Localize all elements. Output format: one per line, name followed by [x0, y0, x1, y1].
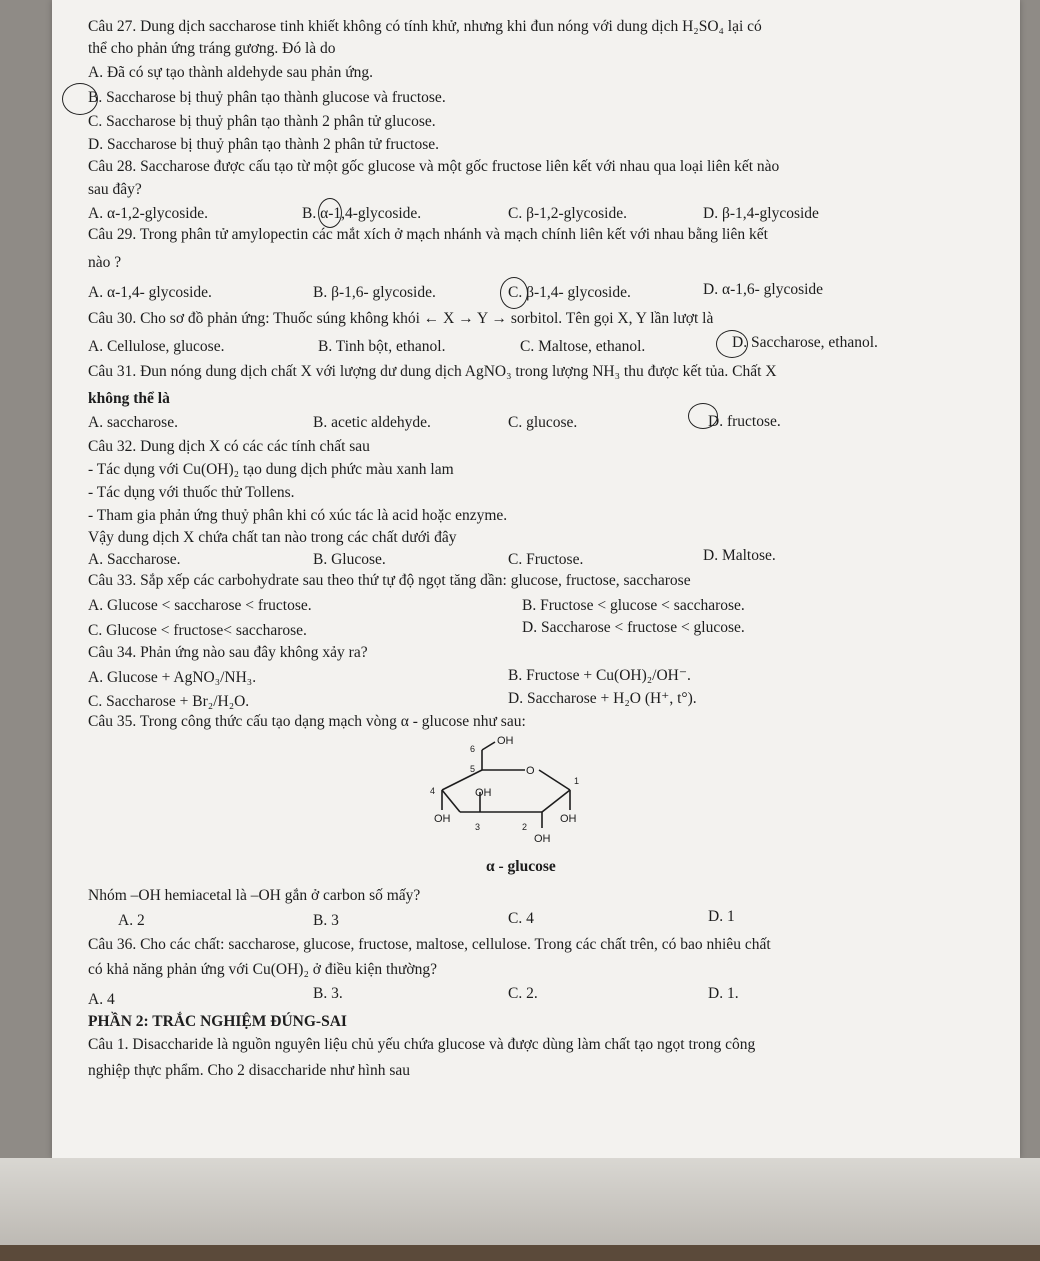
q28-option-c: C. β-1,2-glycoside. — [508, 205, 627, 222]
q28-option-b: B. α-1,4-glycoside. — [302, 205, 422, 222]
label-c6: 6 — [470, 744, 476, 754]
q29-option-a: A. α-1,4- glycoside. — [88, 284, 212, 301]
answer-circle-mark — [688, 403, 718, 429]
q32-option-b: B. Glucose. — [313, 551, 386, 568]
q30-option-d: D. Saccharose, ethanol. — [732, 334, 878, 351]
bond-o-c1 — [539, 770, 570, 790]
q29-stem: Câu 29. Trong phân tử amylopectin các mắt xích ở mạch nhánh và mạch chính liên kết với nhau bằng liên kết — [88, 226, 768, 243]
bond-c1-c2 — [542, 790, 570, 812]
q32-stem: Câu 32. Dung dịch X có các các tính chất sau — [88, 438, 370, 455]
q27-option-c: C. Saccharose bị thuỷ phân tạo thành 2 phân tử glucose. — [88, 113, 436, 130]
q29-option-c: C. β-1,4- glycoside. — [508, 284, 631, 301]
alpha-glucose-structure — [420, 732, 610, 852]
q36-stem-cont: có khả năng phản ứng với Cu(OH)₂ ở điều kiện thường? — [88, 961, 437, 978]
q36-option-d: D. 1. — [708, 985, 739, 1002]
q35-stem: Câu 35. Trong công thức cấu tạo dạng mạch vòng α - glucose như sau: — [88, 713, 526, 730]
label-oh-top: OH — [497, 735, 514, 747]
q34-option-a: A. Glucose + AgNO₃/NH₃. — [88, 669, 257, 686]
q32-property-2: - Tác dụng với thuốc thử Tollens. — [88, 484, 295, 501]
q34-option-b: B. Fructose + Cu(OH)₂/OH⁻. — [508, 667, 691, 684]
q27-option-a: A. Đã có sự tạo thành aldehyde sau phản ứng. — [88, 64, 373, 81]
label-c1: 1 — [574, 776, 580, 786]
answer-circle-mark — [318, 198, 342, 228]
q31-stem-cont: không thể là — [88, 390, 170, 407]
q27-stem-cont: thể cho phản ứng tráng gương. Đó là do — [88, 40, 336, 57]
q28-option-a: A. α-1,2-glycoside. — [88, 205, 209, 222]
label-oh-bottom: OH — [534, 833, 551, 845]
label-c2: 2 — [522, 822, 528, 832]
q27-option-b: B. Saccharose bị thuỷ phân tạo thành glucose và fructose. — [88, 89, 446, 106]
q28-option-d: D. β-1,4-glycoside — [703, 205, 819, 222]
table-edge — [0, 1245, 1040, 1261]
label-oh-left: OH — [434, 813, 451, 825]
q30-option-a: A. Cellulose, glucose. — [88, 338, 225, 355]
q34-stem: Câu 34. Phản ứng nào sau đây không xảy ra? — [88, 644, 368, 661]
q34-option-c: C. Saccharose + Br₂/H₂O. — [88, 693, 250, 710]
q36-option-a: A. 4 — [88, 991, 115, 1008]
q33-option-d: D. Saccharose < fructose < glucose. — [522, 619, 745, 636]
q29-stem-cont: nào ? — [88, 254, 122, 271]
q32-option-c: C. Fructose. — [508, 551, 584, 568]
answer-circle-mark — [716, 330, 748, 358]
q28-stem-cont: sau đây? — [88, 181, 142, 198]
q29-option-b: B. β-1,6- glycoside. — [313, 284, 436, 301]
q31-option-b: B. acetic aldehyde. — [313, 414, 431, 431]
part2-heading: PHẦN 2: TRẮC NGHIỆM ĐÚNG-SAI — [88, 1013, 347, 1030]
q32-property-3: - Tham gia phản ứng thuỷ phân khi có xúc tác là acid hoặc enzyme. — [88, 507, 508, 524]
part2-q1-stem: Câu 1. Disaccharide là nguồn nguyên liệu chủ yếu chứa glucose và được dùng làm chất tạo ngọt trong công — [88, 1036, 756, 1053]
label-c4: 4 — [430, 786, 436, 796]
q35-option-c: C. 4 — [508, 910, 534, 927]
q31-option-d: D. fructose. — [708, 413, 781, 430]
label-oh-inner: OH — [475, 787, 492, 799]
label-c5: 5 — [470, 764, 476, 774]
q33-option-a: A. Glucose < saccharose < fructose. — [88, 597, 312, 614]
q35-option-b: B. 3 — [313, 912, 339, 929]
q28-stem: Câu 28. Saccharose được cấu tạo từ một gốc glucose và một gốc fructose liên kết với nhau qua loại liên kết nào — [88, 158, 780, 175]
label-oh-right: OH — [560, 813, 577, 825]
q33-option-c: C. Glucose < fructose< saccharose. — [88, 622, 307, 639]
q31-option-c: C. glucose. — [508, 414, 578, 431]
q35-question: Nhóm –OH hemiacetal là –OH gắn ở carbon số mấy? — [88, 887, 421, 904]
q32-option-a: A. Saccharose. — [88, 551, 181, 568]
structure-caption: α - glucose — [486, 858, 556, 875]
answer-circle-mark — [62, 83, 98, 115]
label-ring-o: O — [526, 765, 535, 777]
q31-stem: Câu 31. Đun nóng dung dịch chất X với lượng dư dung dịch AgNO₃ trong lượng NH₃ thu được kết tủa. Chất X — [88, 363, 777, 380]
label-c3: 3 — [475, 822, 481, 832]
q32-stem-end: Vậy dung dịch X chứa chất tan nào trong các chất dưới đây — [88, 529, 457, 546]
q36-option-b: B. 3. — [313, 985, 343, 1002]
q32-property-1: - Tác dụng với Cu(OH)₂ tạo dung dịch phức màu xanh lam — [88, 461, 454, 478]
part2-q1-stem-cont: nghiệp thực phẩm. Cho 2 disaccharide như hình sau — [88, 1062, 410, 1079]
q34-option-d: D. Saccharose + H₂O (H⁺, t°). — [508, 690, 697, 707]
bond-c3-c4 — [442, 790, 460, 812]
q30-stem: Câu 30. Cho sơ đồ phản ứng: Thuốc súng không khói ← X → Y → sorbitol. Tên gọi X, Y lần lượt là — [88, 310, 714, 327]
q33-option-b: B. Fructose < glucose < saccharose. — [522, 597, 745, 614]
q30-option-b: B. Tinh bột, ethanol. — [318, 338, 446, 355]
q32-option-d: D. Maltose. — [703, 547, 776, 564]
q29-option-d: D. α-1,6- glycoside — [703, 281, 824, 298]
q36-option-c: C. 2. — [508, 985, 538, 1002]
q27-stem: Câu 27. Dung dịch saccharose tinh khiết không có tính khử, nhưng khi đun nóng với dung dịch H₂SO₄ lại có — [88, 18, 762, 35]
q33-stem: Câu 33. Sắp xếp các carbohydrate sau theo thứ tự độ ngọt tăng dần: glucose, fructose, saccharose — [88, 572, 691, 589]
q31-option-a: A. saccharose. — [88, 414, 178, 431]
q35-option-a: A. 2 — [118, 912, 145, 929]
q30-option-c: C. Maltose, ethanol. — [520, 338, 646, 355]
q35-option-d: D. 1 — [708, 908, 735, 925]
answer-circle-mark — [500, 277, 528, 309]
q36-stem: Câu 36. Cho các chất: saccharose, glucose, fructose, maltose, cellulose. Trong các chất trên, có bao nhiêu chất — [88, 936, 771, 953]
bond-c6-oh — [482, 742, 495, 750]
q27-option-d: D. Saccharose bị thuỷ phân tạo thành 2 phân tử fructose. — [88, 136, 440, 153]
